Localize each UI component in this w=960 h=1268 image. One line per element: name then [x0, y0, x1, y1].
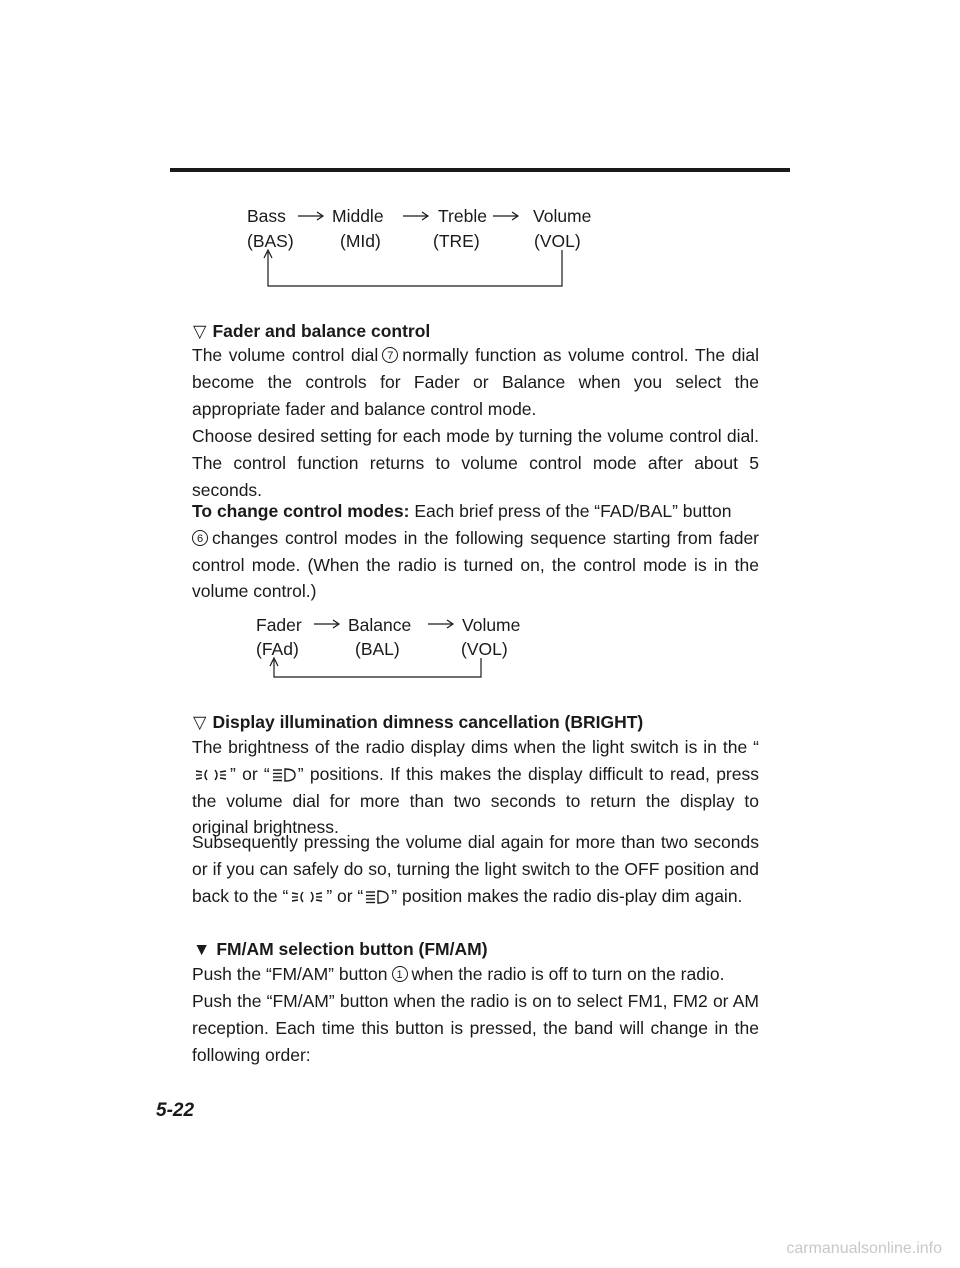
- fader-p3-text-b: changes control modes in the following sequence starting from fader control mode. (When the radio is turned on, the control mode is in the volume control.): [192, 527, 759, 602]
- seq-code-volume: (VOL): [534, 231, 581, 251]
- fader-paragraph-2: Choose desired setting for each mode by turning the volume control dial. The control function returns to volume control mode after about 5 seconds.: [192, 426, 759, 500]
- fmam-marker: ▼: [193, 939, 211, 959]
- bright-paragraph-1: [192, 734, 759, 841]
- seq-item-bass: Bass: [247, 206, 286, 226]
- bright-heading-text: Display illumination dimness cancellation (BRIGHT): [212, 712, 644, 732]
- bright-p2-text-b: ” or “: [326, 885, 364, 906]
- seq2-item-fader: Fader: [256, 615, 302, 635]
- bright-heading: [193, 709, 643, 735]
- bright-p2-text-c: ” position makes the radio dis-play dim again.: [391, 885, 743, 906]
- seq-item-treble: Treble: [438, 206, 487, 226]
- fader-p1-text-b: normally function as volume control. The dial become the controls for Fader or Balance when you select the appropriate fader and balance control mode.: [192, 345, 759, 419]
- bright-marker: ▽: [193, 712, 207, 732]
- bright-p1-text-a: The brightness of the radio display dims when the light switch is in the “: [192, 737, 759, 757]
- seq2-code-balance: (BAL): [355, 639, 400, 659]
- fmam-paragraph-1: [192, 961, 759, 988]
- headlight-icon: [272, 767, 296, 783]
- fader-heading-text: Fader and balance control: [212, 321, 431, 341]
- page-number: 5-22: [156, 1100, 195, 1121]
- footer-watermark: carmanualsonline.info: [786, 1240, 942, 1257]
- bright-paragraph-2: [192, 829, 759, 909]
- seq2-code-volume: (VOL): [461, 639, 508, 659]
- seq-code-bass: (BAS): [247, 231, 294, 251]
- seq-item-volume: Volume: [533, 206, 592, 226]
- fader-p1-text-a: The volume control dial: [192, 345, 379, 365]
- parking-lights-icon: [194, 767, 228, 783]
- parking-lights-icon: [290, 889, 324, 905]
- seq-code-treble: (TRE): [433, 231, 480, 251]
- seq2-item-volume: Volume: [462, 615, 521, 635]
- ref-number-7: 7: [382, 347, 398, 363]
- fader-p3-text-a: Each brief press of the “FAD/BAL” button: [414, 501, 732, 521]
- headlight-icon: [365, 889, 389, 905]
- seq-code-middle: (MId): [340, 231, 381, 251]
- fader-p3-bold: To change control modes:: [192, 501, 410, 521]
- fmam-heading: [193, 936, 488, 962]
- fmam-paragraph-2: Push the “FM/AM” button when the radio is on to select FM1, FM2 or AM reception. Each time this button is pressed, the band will change in the following order:: [192, 991, 759, 1065]
- seq-item-middle: Middle: [332, 206, 384, 226]
- fmam-p1-text-b: when the radio is off to turn on the radio.: [411, 964, 725, 984]
- bright-p1-text-c: ” positions. If this makes the display difficult to read, press the volume dial for more than two seconds to return the display to original brightness.: [192, 763, 759, 838]
- fmam-heading-text: FM/AM selection button (FM/AM): [216, 939, 488, 959]
- ref-number-6: 6: [192, 530, 208, 546]
- bright-p1-text-b: ” or “: [230, 763, 270, 784]
- fmam-p1-text-a: Push the “FM/AM” button: [192, 964, 388, 984]
- bright-p2-text-a: Subsequently pressing the volume dial again for more than two seconds or if you can safely do so, turning the light switch to the OFF position and back to the “: [192, 832, 759, 906]
- fader-marker: ▽: [193, 321, 207, 341]
- seq2-code-fader: (FAd): [256, 639, 299, 659]
- ref-number-1: 1: [392, 966, 408, 982]
- seq2-item-balance: Balance: [348, 615, 412, 635]
